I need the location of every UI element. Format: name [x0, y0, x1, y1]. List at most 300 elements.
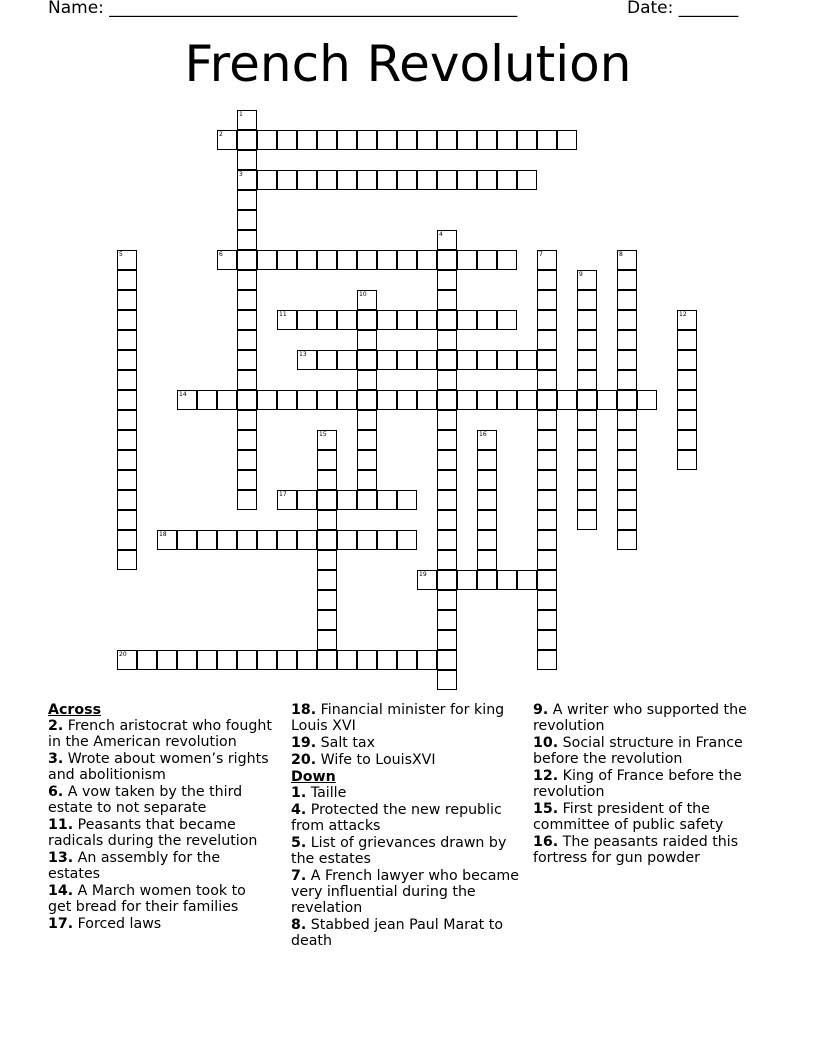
grid-cell[interactable] [577, 330, 597, 350]
grid-cell[interactable] [357, 410, 377, 430]
grid-cell[interactable] [497, 250, 517, 270]
grid-cell[interactable] [617, 290, 637, 310]
grid-cell[interactable] [437, 390, 457, 410]
grid-cell[interactable] [537, 130, 557, 150]
grid-cell[interactable] [517, 170, 537, 190]
grid-cell[interactable] [537, 470, 557, 490]
grid-cell[interactable] [437, 290, 457, 310]
grid-cell[interactable] [117, 270, 137, 290]
grid-cell[interactable] [277, 250, 297, 270]
grid-cell[interactable] [317, 630, 337, 650]
grid-cell[interactable] [217, 130, 237, 150]
grid-cell[interactable] [617, 390, 637, 410]
grid-cell[interactable] [437, 270, 457, 290]
grid-cell[interactable] [377, 130, 397, 150]
grid-cell[interactable] [117, 390, 137, 410]
grid-cell[interactable] [617, 530, 637, 550]
grid-cell[interactable] [237, 130, 257, 150]
grid-cell[interactable] [497, 570, 517, 590]
grid-cell[interactable] [237, 330, 257, 350]
grid-cell[interactable] [437, 170, 457, 190]
grid-cell[interactable] [277, 490, 297, 510]
clue-down-9: 9. A writer who supported the revolution [533, 702, 747, 734]
grid-cell[interactable] [237, 270, 257, 290]
grid-cell[interactable] [137, 650, 157, 670]
grid-cell[interactable] [397, 170, 417, 190]
grid-cell[interactable] [497, 350, 517, 370]
grid-cell[interactable] [457, 310, 477, 330]
cell-number: 19 [419, 571, 427, 578]
grid-cell[interactable] [617, 490, 637, 510]
grid-cell[interactable] [297, 530, 317, 550]
grid-cell[interactable] [257, 390, 277, 410]
grid-cell[interactable] [477, 490, 497, 510]
grid-cell[interactable] [397, 530, 417, 550]
grid-cell[interactable] [117, 310, 137, 330]
clue-across-13: 13. An assembly for the estates [48, 850, 221, 882]
grid-cell[interactable] [417, 130, 437, 150]
grid-cell[interactable] [397, 130, 417, 150]
clue-across-19: 19. Salt tax [291, 735, 376, 751]
grid-cell[interactable] [237, 170, 257, 190]
grid-cell[interactable] [477, 350, 497, 370]
grid-cell[interactable] [437, 350, 457, 370]
grid-cell[interactable] [577, 290, 597, 310]
grid-cell[interactable] [397, 390, 417, 410]
grid-cell[interactable] [537, 430, 557, 450]
grid-cell[interactable] [377, 170, 397, 190]
grid-cell[interactable] [117, 430, 137, 450]
grid-cell[interactable] [117, 250, 137, 270]
grid-cell[interactable] [477, 310, 497, 330]
grid-cell[interactable] [477, 470, 497, 490]
grid-cell[interactable] [617, 430, 637, 450]
grid-cell[interactable] [237, 450, 257, 470]
grid-cell[interactable] [617, 270, 637, 290]
grid-cell[interactable] [677, 430, 697, 450]
grid-cell[interactable] [537, 650, 557, 670]
grid-cell[interactable] [357, 370, 377, 390]
grid-cell[interactable] [257, 130, 277, 150]
cell-number: 3 [239, 171, 243, 178]
grid-cell[interactable] [357, 430, 377, 450]
grid-cell[interactable] [197, 650, 217, 670]
grid-cell[interactable] [277, 170, 297, 190]
grid-cell[interactable] [237, 350, 257, 370]
clue-across-2: 2. French aristocrat who fought in the American revolution [48, 718, 272, 750]
grid-cell[interactable] [357, 450, 377, 470]
cell-number: 13 [299, 351, 307, 358]
grid-cell[interactable] [437, 230, 457, 250]
grid-cell[interactable] [577, 410, 597, 430]
grid-cell[interactable] [537, 410, 557, 430]
grid-cell[interactable] [457, 130, 477, 150]
grid-cell[interactable] [317, 550, 337, 570]
grid-cell[interactable] [437, 470, 457, 490]
grid-cell[interactable] [317, 570, 337, 590]
grid-cell[interactable] [337, 310, 357, 330]
grid-cell[interactable] [237, 290, 257, 310]
grid-cell[interactable] [117, 490, 137, 510]
grid-cell[interactable] [117, 350, 137, 370]
grid-cell[interactable] [237, 430, 257, 450]
grid-cell[interactable] [537, 450, 557, 470]
grid-cell[interactable] [357, 330, 377, 350]
grid-cell[interactable] [437, 610, 457, 630]
grid-cell[interactable] [117, 450, 137, 470]
grid-cell[interactable] [237, 470, 257, 490]
down-heading: Down [291, 769, 336, 785]
grid-cell[interactable] [477, 250, 497, 270]
grid-cell[interactable] [577, 350, 597, 370]
grid-cell[interactable] [257, 170, 277, 190]
grid-cell[interactable] [497, 130, 517, 150]
grid-cell[interactable] [237, 250, 257, 270]
grid-cell[interactable] [577, 470, 597, 490]
grid-cell[interactable] [117, 290, 137, 310]
grid-cell[interactable] [217, 250, 237, 270]
grid-cell[interactable] [537, 270, 557, 290]
grid-cell[interactable] [537, 250, 557, 270]
grid-cell[interactable] [577, 370, 597, 390]
grid-cell[interactable] [117, 530, 137, 550]
grid-cell[interactable] [297, 250, 317, 270]
clue-across-17: 17. Forced laws [48, 916, 162, 932]
grid-cell[interactable] [357, 650, 377, 670]
grid-cell[interactable] [317, 590, 337, 610]
grid-cell[interactable] [417, 250, 437, 270]
grid-cell[interactable] [237, 370, 257, 390]
grid-cell[interactable] [537, 350, 557, 370]
grid-cell[interactable] [457, 390, 477, 410]
grid-cell[interactable] [537, 630, 557, 650]
grid-cell[interactable] [237, 530, 257, 550]
grid-cell[interactable] [237, 310, 257, 330]
grid-cell[interactable] [357, 290, 377, 310]
grid-cell[interactable] [617, 310, 637, 330]
grid-cell[interactable] [637, 390, 657, 410]
grid-cell[interactable] [357, 470, 377, 490]
grid-cell[interactable] [117, 410, 137, 430]
grid-cell[interactable] [317, 170, 337, 190]
grid-cell[interactable] [437, 130, 457, 150]
grid-cell[interactable] [297, 170, 317, 190]
cell-number: 18 [159, 531, 167, 538]
grid-cell[interactable] [437, 430, 457, 450]
grid-cell[interactable] [617, 350, 637, 370]
grid-cell[interactable] [397, 250, 417, 270]
grid-cell[interactable] [557, 130, 577, 150]
grid-cell[interactable] [357, 170, 377, 190]
grid-cell[interactable] [457, 350, 477, 370]
grid-cell[interactable] [477, 450, 497, 470]
grid-cell[interactable] [457, 570, 477, 590]
grid-cell[interactable] [617, 250, 637, 270]
grid-cell[interactable] [437, 370, 457, 390]
grid-cell[interactable] [437, 570, 457, 590]
grid-cell[interactable] [577, 430, 597, 450]
grid-cell[interactable] [337, 130, 357, 150]
grid-cell[interactable] [677, 310, 697, 330]
grid-cell[interactable] [457, 250, 477, 270]
grid-cell[interactable] [317, 390, 337, 410]
grid-cell[interactable] [217, 650, 237, 670]
grid-cell[interactable] [317, 250, 337, 270]
grid-cell[interactable] [477, 550, 497, 570]
grid-cell[interactable] [297, 310, 317, 330]
date-label: Date: [627, 0, 674, 18]
grid-cell[interactable] [317, 350, 337, 370]
grid-cell[interactable] [497, 390, 517, 410]
grid-cell[interactable] [677, 450, 697, 470]
grid-cell[interactable] [557, 390, 577, 410]
grid-cell[interactable] [397, 490, 417, 510]
grid-cell[interactable] [617, 470, 637, 490]
grid-cell[interactable] [417, 310, 437, 330]
grid-cell[interactable] [477, 170, 497, 190]
grid-cell[interactable] [317, 310, 337, 330]
grid-cell[interactable] [397, 310, 417, 330]
grid-cell[interactable] [517, 130, 537, 150]
grid-cell[interactable] [537, 510, 557, 530]
grid-cell[interactable] [117, 510, 137, 530]
grid-cell[interactable] [537, 370, 557, 390]
grid-cell[interactable] [357, 530, 377, 550]
cell-number: 2 [219, 131, 223, 138]
grid-cell[interactable] [437, 410, 457, 430]
grid-cell[interactable] [417, 170, 437, 190]
cell-number: 16 [479, 431, 487, 438]
grid-cell[interactable] [177, 650, 197, 670]
name-blank[interactable]: ________________________________________________ [109, 0, 518, 18]
grid-cell[interactable] [117, 330, 137, 350]
grid-cell[interactable] [117, 550, 137, 570]
grid-cell[interactable] [357, 490, 377, 510]
grid-cell[interactable] [437, 450, 457, 470]
grid-cell[interactable] [317, 650, 337, 670]
grid-cell[interactable] [317, 450, 337, 470]
grid-cell[interactable] [237, 390, 257, 410]
grid-cell[interactable] [317, 530, 337, 550]
grid-cell[interactable] [357, 350, 377, 370]
grid-cell[interactable] [277, 130, 297, 150]
grid-cell[interactable] [497, 170, 517, 190]
grid-cell[interactable] [537, 490, 557, 510]
grid-cell[interactable] [477, 390, 497, 410]
grid-cell[interactable] [577, 390, 597, 410]
grid-cell[interactable] [477, 570, 497, 590]
grid-cell[interactable] [377, 310, 397, 330]
grid-cell[interactable] [217, 530, 237, 550]
grid-cell[interactable] [317, 430, 337, 450]
grid-cell[interactable] [437, 490, 457, 510]
cell-number: 5 [119, 251, 123, 258]
grid-cell[interactable] [677, 350, 697, 370]
clue-across-18: 18. Financial minister for king Louis XVI [291, 702, 505, 734]
grid-cell[interactable] [537, 590, 557, 610]
grid-cell[interactable] [317, 130, 337, 150]
date-blank[interactable]: _______ [678, 0, 739, 18]
grid-cell[interactable] [497, 310, 517, 330]
grid-cell[interactable] [677, 390, 697, 410]
clue-across-20: 20. Wife to LouisXVI [291, 752, 436, 768]
grid-cell[interactable] [417, 350, 437, 370]
grid-cell[interactable] [377, 650, 397, 670]
grid-cell[interactable] [377, 530, 397, 550]
grid-cell[interactable] [237, 150, 257, 170]
grid-cell[interactable] [297, 650, 317, 670]
grid-cell[interactable] [617, 410, 637, 430]
grid-cell[interactable] [537, 610, 557, 630]
grid-cell[interactable] [337, 390, 357, 410]
grid-cell[interactable] [437, 250, 457, 270]
across-heading: Across [48, 702, 102, 718]
grid-cell[interactable] [157, 650, 177, 670]
cell-number: 9 [579, 271, 583, 278]
cell-number: 11 [279, 311, 287, 318]
grid-cell[interactable] [177, 530, 197, 550]
grid-cell[interactable] [577, 450, 597, 470]
grid-cell[interactable] [197, 530, 217, 550]
grid-cell[interactable] [677, 410, 697, 430]
clue-down-1: 1. Taille [291, 785, 347, 801]
grid-cell[interactable] [177, 390, 197, 410]
grid-cell[interactable] [437, 590, 457, 610]
grid-cell[interactable] [537, 570, 557, 590]
grid-cell[interactable] [437, 670, 457, 690]
grid-cell[interactable] [377, 390, 397, 410]
grid-cell[interactable] [337, 650, 357, 670]
grid-cell[interactable] [457, 170, 477, 190]
grid-cell[interactable] [257, 530, 277, 550]
grid-cell[interactable] [117, 650, 137, 670]
grid-cell[interactable] [417, 650, 437, 670]
grid-cell[interactable] [277, 650, 297, 670]
grid-cell[interactable] [417, 570, 437, 590]
grid-cell[interactable] [617, 370, 637, 390]
grid-cell[interactable] [597, 390, 617, 410]
grid-cell[interactable] [577, 310, 597, 330]
grid-cell[interactable] [117, 470, 137, 490]
clue-down-7: 7. A French lawyer who became very influential during the revelation [291, 868, 519, 916]
grid-cell[interactable] [377, 350, 397, 370]
grid-cell[interactable] [617, 450, 637, 470]
grid-cell[interactable] [357, 250, 377, 270]
grid-cell[interactable] [337, 530, 357, 550]
cell-number: 15 [319, 431, 327, 438]
grid-cell[interactable] [537, 290, 557, 310]
clue-across-3: 3. Wrote about women’s rights and abolitionism [48, 751, 269, 783]
grid-cell[interactable] [537, 550, 557, 570]
grid-cell[interactable] [377, 250, 397, 270]
grid-cell[interactable] [537, 330, 557, 350]
grid-cell[interactable] [337, 350, 357, 370]
grid-cell[interactable] [237, 410, 257, 430]
grid-cell[interactable] [477, 530, 497, 550]
grid-cell[interactable] [577, 270, 597, 290]
cell-number: 8 [619, 251, 623, 258]
grid-cell[interactable] [337, 170, 357, 190]
grid-cell[interactable] [277, 310, 297, 330]
grid-cell[interactable] [477, 130, 497, 150]
grid-cell[interactable] [237, 190, 257, 210]
grid-cell[interactable] [297, 130, 317, 150]
cell-number: 10 [359, 291, 367, 298]
grid-cell[interactable] [437, 550, 457, 570]
grid-cell[interactable] [477, 510, 497, 530]
grid-cell[interactable] [337, 490, 357, 510]
grid-cell[interactable] [477, 430, 497, 450]
grid-cell[interactable] [617, 510, 637, 530]
grid-cell[interactable] [317, 470, 337, 490]
grid-cell[interactable] [437, 330, 457, 350]
grid-cell[interactable] [317, 490, 337, 510]
grid-cell[interactable] [277, 530, 297, 550]
cell-number: 12 [679, 311, 687, 318]
grid-cell[interactable] [237, 490, 257, 510]
grid-cell[interactable] [617, 330, 637, 350]
grid-cell[interactable] [357, 390, 377, 410]
clue-down-15: 15. First president of the committee of public safety [533, 801, 724, 833]
grid-cell[interactable] [397, 650, 417, 670]
grid-cell[interactable] [577, 490, 597, 510]
grid-cell[interactable] [257, 250, 277, 270]
clues-column-2 [291, 702, 523, 950]
cell-number: 1 [239, 111, 243, 118]
grid-cell[interactable] [277, 390, 297, 410]
grid-cell[interactable] [537, 530, 557, 550]
grid-cell[interactable] [237, 230, 257, 250]
grid-cell[interactable] [257, 650, 277, 670]
grid-cell[interactable] [437, 650, 457, 670]
grid-cell[interactable] [157, 530, 177, 550]
grid-cell[interactable] [437, 310, 457, 330]
grid-cell[interactable] [317, 510, 337, 530]
grid-cell[interactable] [417, 390, 437, 410]
grid-cell[interactable] [237, 110, 257, 130]
grid-cell[interactable] [197, 390, 217, 410]
grid-cell[interactable] [297, 350, 317, 370]
grid-cell[interactable] [397, 350, 417, 370]
grid-cell[interactable] [437, 630, 457, 650]
grid-cell[interactable] [677, 330, 697, 350]
clue-down-4: 4. Protected the new republic from attacks [291, 802, 502, 834]
clue-down-12: 12. King of France before the revolution [533, 768, 742, 800]
grid-cell[interactable] [357, 310, 377, 330]
grid-cell[interactable] [237, 650, 257, 670]
grid-cell[interactable] [357, 130, 377, 150]
grid-cell[interactable] [517, 390, 537, 410]
grid-cell[interactable] [537, 390, 557, 410]
grid-cell[interactable] [217, 390, 237, 410]
grid-cell[interactable] [337, 250, 357, 270]
grid-cell[interactable] [237, 210, 257, 230]
grid-cell[interactable] [537, 310, 557, 330]
grid-cell[interactable] [297, 390, 317, 410]
grid-cell[interactable] [517, 570, 537, 590]
grid-cell[interactable] [117, 370, 137, 390]
grid-cell[interactable] [437, 510, 457, 530]
grid-cell[interactable] [517, 350, 537, 370]
grid-cell[interactable] [317, 610, 337, 630]
clues-column-1 [48, 702, 273, 933]
grid-cell[interactable] [437, 530, 457, 550]
grid-cell[interactable] [677, 370, 697, 390]
grid-cell[interactable] [297, 490, 317, 510]
grid-cell[interactable] [577, 510, 597, 530]
clue-down-10: 10. Social structure in France before the revolution [533, 735, 743, 767]
grid-cell[interactable] [377, 490, 397, 510]
